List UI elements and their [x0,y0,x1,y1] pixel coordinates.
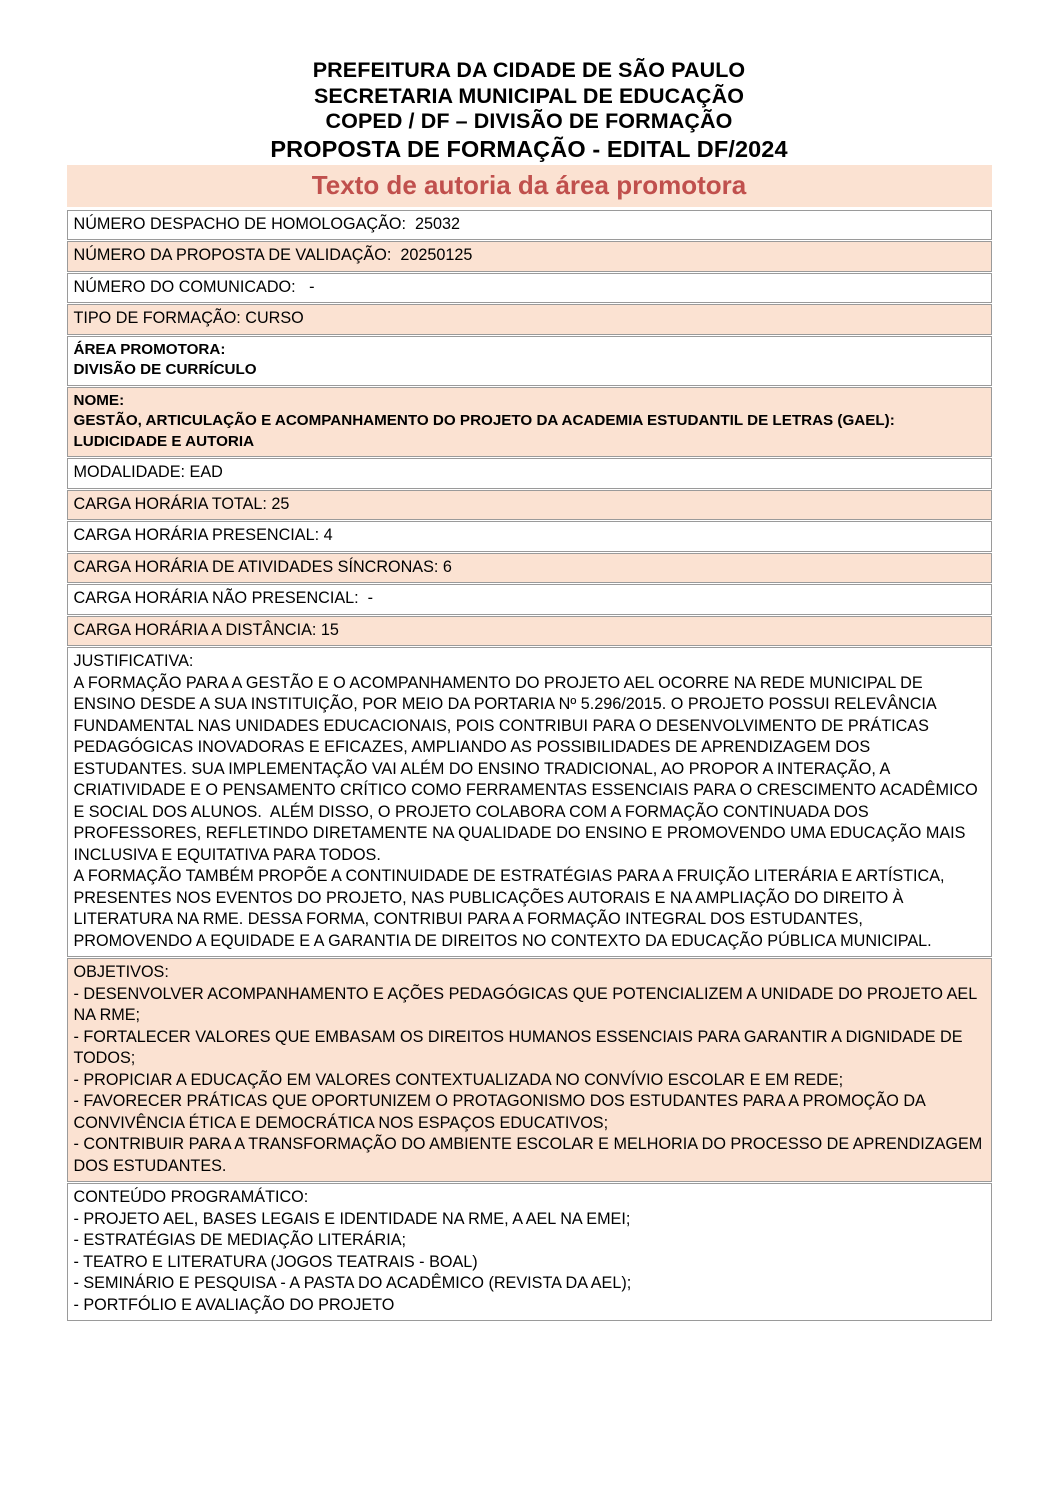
document-header [0,0,1058,163]
table-row [67,241,992,272]
row-objetivos-line: - FORTALECER VALORES QUE EMBASAM OS DIREITOS HUMANOS ESSENCIAIS PARA GARANTIR A DIGNIDADE DE TODOS; [73,1027,967,1067]
row-nome-line: GESTÃO, ARTICULAÇÃO E ACOMPANHAMENTO DO PROJETO DA ACADEMIA ESTUDANTIL DE LETRAS (GAEL): [73,412,895,429]
table-row [67,553,992,584]
table-row [67,1183,992,1321]
table-row [67,387,992,458]
row-numero-proposta-validacao-line: NÚMERO DA PROPOSTA DE VALIDAÇÃO: 20250125 [73,246,473,264]
row-objetivos-line: - CONTRIBUIR PARA A TRANSFORMAÇÃO DO AMBIENTE ESCOLAR E MELHORIA DO PROCESSO DE APRENDIZAGEM DOS ESTUDANTES. [73,1135,987,1175]
row-modalidade [67,458,992,489]
header-line-secretaria: SECRETARIA MUNICIPAL DE EDUCAÇÃO [313,83,745,108]
row-numero-despacho-homologacao [67,210,992,241]
row-modalidade-line: MODALIDADE: EAD [73,463,223,481]
banner-texto-autoria [67,165,992,207]
row-carga-horaria-atividades-sincronas [67,553,992,584]
row-conteudo-programatico-line: - PORTFÓLIO E AVALIAÇÃO DO PROJETO [73,1295,395,1314]
row-carga-horaria-nao-presencial-line: CARGA HORÁRIA NÃO PRESENCIAL: - [73,589,374,607]
table-row [67,616,992,647]
row-tipo-de-formacao-line: TIPO DE FORMAÇÃO: CURSO [73,309,304,327]
row-justificativa [67,647,992,957]
row-carga-horaria-a-distancia [67,616,992,647]
row-objetivos-line: - DESENVOLVER ACOMPANHAMENTO E AÇÕES PEDAGÓGICAS QUE POTENCIALIZEM A UNIDADE DO PROJETO AEL NA RME; [73,984,982,1024]
header-line-prefeitura: PREFEITURA DA CIDADE DE SÃO PAULO [312,58,746,82]
table-row [67,304,992,335]
table-row [67,336,992,386]
row-area-promotora-line: ÁREA PROMOTORA: [73,340,226,358]
row-objetivos [67,958,992,1182]
row-conteudo-programatico-line: CONTEÚDO PROGRAMÁTICO: [73,1188,309,1206]
row-conteudo-programatico-line: - ESTRATÉGIAS DE MEDIAÇÃO LITERÁRIA; [73,1231,406,1249]
row-carga-horaria-nao-presencial [67,584,992,615]
table-row [67,273,992,304]
row-area-promotora [67,336,992,386]
row-nome-line: LUDICIDADE E AUTORIA [73,432,255,450]
row-justificativa-line: A FORMAÇÃO TAMBÉM PROPÕE A CONTINUIDADE DE ESTRATÉGIAS PARA A FRUIÇÃO LITERÁRIA E ARTÍSTICA, PRESENTES NOS EVENTOS DO PROJETO, NAS PUBLICAÇÕES AUTORAIS E NA AMPLIAÇÃO DO DIREITO À LITERATURA NA RME. DESSA FORMA, CONTRIBUI PARA A FORMAÇÃO INTEGRAL DOS ESTUDANTES, PROMOVENDO A EQUIDADE E A GARANTIA DE DIREITOS NO CONTEXTO DA EDUCAÇÃO PÚBLICA MUNICIPAL. [73,867,950,950]
row-numero-proposta-validacao [67,241,992,272]
row-nome [67,387,992,458]
proposal-table-body [67,210,992,1322]
row-conteudo-programatico-line: - SEMINÁRIO E PESQUISA - A PASTA DO ACADÊMICO (REVISTA DA AEL); [73,1274,632,1292]
row-carga-horaria-atividades-sincronas-line: CARGA HORÁRIA DE ATIVIDADES SÍNCRONAS: 6 [73,557,452,576]
row-justificativa-line: JUSTIFICATIVA: [73,652,194,670]
table-row [67,490,992,521]
row-numero-comunicado [67,273,992,304]
header-line-coped: COPED / DF – DIVISÃO DE FORMAÇÃO [325,109,733,133]
row-carga-horaria-presencial-line: CARGA HORÁRIA PRESENCIAL: 4 [73,526,333,544]
row-conteudo-programatico-line: - PROJETO AEL, BASES LEGAIS E IDENTIDADE NA RME, A AEL NA EMEI; [73,1209,631,1228]
row-area-promotora-line: DIVISÃO DE CURRÍCULO [73,361,257,378]
table-row [67,958,992,1182]
row-justificativa-line: A FORMAÇÃO PARA A GESTÃO E O ACOMPANHAMENTO DO PROJETO AEL OCORRE NA REDE MUNICIPAL DE ENSINO DESDE A SUA INSTITUIÇÃO, POR MEIO DA PORTARIA Nº 5.296/2015. O PROJETO POSSUI RELEVÂNCIA FUNDAMENTAL NAS UNIDADES EDUCACIONAIS, POIS CONTRIBUI PARA O DESENVOLVIMENTO DE PRÁTICAS PEDAGÓGICAS INOVADORAS E EFICAZES, AMPLIANDO AS POSSIBILIDADES DE APRENDIZAGEM DOS ESTUDANTES. SUA IMPLEMENTAÇÃO VAI ALÉM DO ENSINO TRADICIONAL, AO PROPOR A INTERAÇÃO, A CRIATIVIDADE E O PENSAMENTO CRÍTICO COMO FERRAMENTAS ESSENCIAIS PARA O CRESCIMENTO ACADÊMICO E SOCIAL DOS ALUNOS. ALÉM DISSO, O PROJETO COLABORA COM A FORMAÇÃO CONTINUADA DOS PROFESSORES, REFLETINDO DIRETAMENTE NA QUALIDADE DO ENSINO E PROMOVENDO UMA EDUCAÇÃO MAIS INCLUSIVA E EQUITATIVA PARA TODOS. [73,673,983,864]
row-numero-comunicado-line: NÚMERO DO COMUNICADO: - [73,277,315,296]
row-conteudo-programatico [67,1183,992,1321]
table-row [67,584,992,615]
banner-title: Texto de autoria da área promotora [311,169,747,200]
row-carga-horaria-a-distancia-line: CARGA HORÁRIA A DISTÂNCIA: 15 [73,620,339,639]
table-row [67,210,992,241]
proposal-table [67,209,992,1323]
row-objetivos-line: - PROPICIAR A EDUCAÇÃO EM VALORES CONTEXTUALIZADA NO CONVÍVIO ESCOLAR E EM REDE; [73,1070,844,1089]
row-carga-horaria-total-line: CARGA HORÁRIA TOTAL: 25 [73,494,290,513]
header-line-proposta: PROPOSTA DE FORMAÇÃO - EDITAL DF/2024 [270,135,788,162]
row-numero-despacho-homologacao-line: NÚMERO DESPACHO DE HOMOLOGAÇÃO: 25032 [73,214,460,233]
row-tipo-de-formacao [67,304,992,335]
table-row [67,521,992,552]
row-objetivos-line: - FAVORECER PRÁTICAS QUE OPORTUNIZEM O PROTAGONISMO DOS ESTUDANTES PARA A PROMOÇÃO DA CONVIVÊNCIA ÉTICA E DEMOCRÁTICA NOS ESPAÇOS EDUCATIVOS; [73,1092,930,1132]
row-nome-line: NOME: [73,391,125,409]
row-carga-horaria-presencial [67,521,992,552]
row-objetivos-line: OBJETIVOS: [73,963,169,981]
row-conteudo-programatico-line: - TEATRO E LITERATURA (JOGOS TEATRAIS - BOAL) [73,1252,478,1271]
table-row [67,647,992,957]
table-row [67,458,992,489]
row-carga-horaria-total [67,490,992,521]
